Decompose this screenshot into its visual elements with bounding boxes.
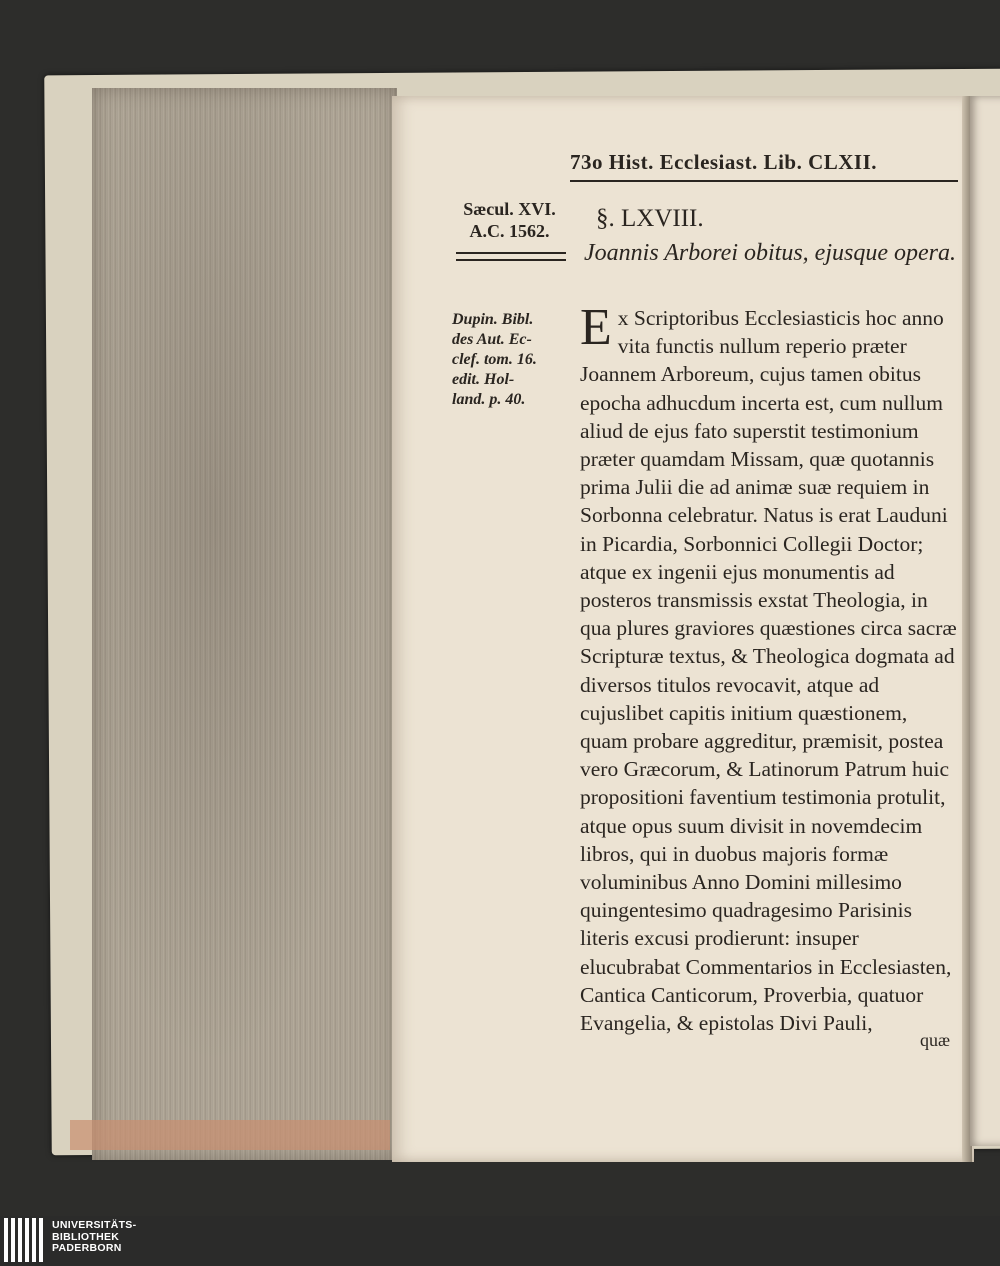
margin-note-line: des Aut. Ec-: [452, 331, 532, 348]
margin-note-line: land. p. 40.: [452, 391, 526, 408]
library-logo-text: [52, 1220, 136, 1255]
drop-cap: E: [580, 299, 612, 356]
side-year-century: Sæcul. XVI.: [463, 199, 556, 219]
margin-note-line: edit. Hol-: [452, 371, 515, 388]
section-title: Joannis Arborei obitus, ejusque opera.: [584, 240, 956, 266]
side-year-anno: A.C. 1562.: [469, 221, 550, 241]
facing-page: [970, 96, 1000, 1146]
red-edge: [70, 1120, 390, 1150]
logo-line-1: UNIVERSITÄTS-: [52, 1219, 137, 1231]
logo-line-2: BIBLIOTHEK: [52, 1230, 120, 1243]
margin-note-line: Dupin. Bibl.: [452, 311, 534, 328]
margin-note-line: clef. tom. 16.: [452, 351, 537, 368]
body-paragraph: x Scriptoribus Ecclesiasticis hoc anno vita functis nullum reperio præter Joannem Arboreum, cujus tamen obitus epocha adhucdum incerta est, cum nullum aliud de ejus fato superstit testimonium præter quamdam Missam, quæ quotannis prima Julii die ad animæ suæ requiem in Sorbonna celebratur. Natus is erat Lauduni in Picardia, Sorbonnici Collegii Doctor; atque ex ingenii ejus monumentis ad posteros transmissis exstat Theologia, in qua plures graviores quæstiones circa sacræ Scripturæ textus, & Theologica dogmata ad diversos titulos revocavit, atque ad cujuslibet capitis initium quæstionem, quam probare aggreditur, præmisit, postea vero Græcorum, & Latinorum Patrum huic propositioni faventium testimonia protulit, atque opus suum divisit in novemdecim libros, qui in duobus majoris formæ voluminibus Anno Domini millesimo quingentesimo quadragesimo Parisinis literis excusi prodierunt: insuper elucubrabat Commentarios in Ecclesiasten, Cantica Canticorum, Proverbia, quatuor Evangelia, & epistolas Divi Pauli,: [580, 306, 957, 1036]
library-logo-icon: [4, 1218, 44, 1262]
section-number: §. LXVIII.: [596, 205, 704, 232]
logo-line-3: PADERBORN: [52, 1242, 122, 1254]
body-text: [580, 299, 960, 1037]
margin-note: [452, 310, 572, 410]
side-year-rule: [456, 252, 566, 261]
running-head: 73o Hist. Ecclesiast. Lib. CLXII.: [570, 150, 878, 174]
page-edges-stain: [92, 88, 397, 1160]
footer-bar: [0, 1216, 1000, 1266]
header-rule: [570, 180, 958, 182]
catchword: quæ: [920, 1030, 951, 1050]
side-year: [452, 198, 567, 242]
